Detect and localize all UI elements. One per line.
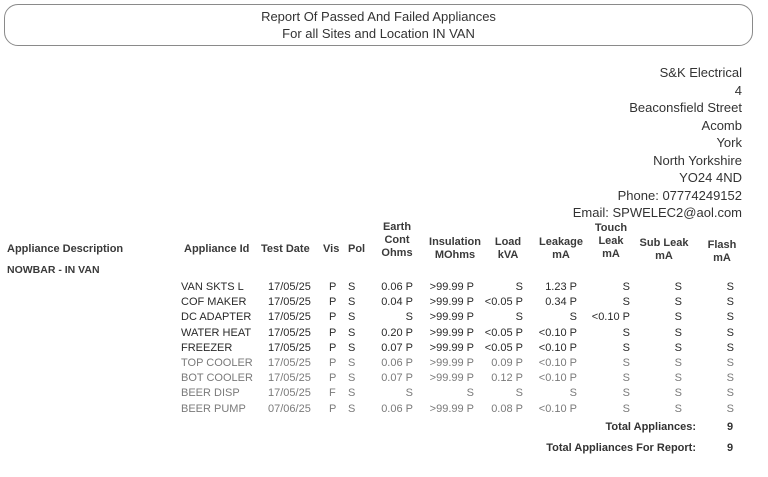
- cell-leakage: <0.10 P: [538, 372, 577, 385]
- cell-test-date: 17/05/25: [268, 296, 311, 309]
- table-row: [0, 327, 768, 342]
- cell-vis: P: [329, 281, 337, 293]
- cell-flash: S: [726, 341, 734, 354]
- cell-sub-leak: S: [674, 402, 682, 415]
- col-description: Appliance Description: [7, 243, 124, 255]
- table-row: [0, 372, 768, 387]
- cell-load: 0.09 P: [491, 357, 523, 369]
- total-appliances-label: Total Appliances:: [605, 421, 696, 433]
- cell-touch: <0.10 P: [591, 311, 630, 324]
- cell-earth: 0.06 P: [381, 281, 413, 293]
- cell-insulation: S: [466, 387, 474, 400]
- cell-test-date: 17/05/25: [268, 326, 311, 339]
- cell-sub-leak: S: [674, 311, 682, 324]
- cell-leakage: <0.10 P: [538, 402, 577, 415]
- company-phone: Phone: 07774249152: [617, 187, 742, 203]
- cell-flash: S: [726, 387, 734, 400]
- cell-appliance-id: COF MAKER: [181, 296, 247, 309]
- cell-appliance-id: FREEZER: [181, 341, 233, 354]
- cell-sub-leak: S: [674, 326, 682, 339]
- col-leakage-line2: mA: [552, 249, 570, 261]
- cell-leakage: S: [569, 387, 577, 400]
- col-appliance-id: Appliance Id: [184, 243, 250, 255]
- report-subtitle: For all Sites and Location IN VAN: [282, 26, 475, 41]
- company-city: York: [716, 135, 742, 150]
- cell-pol: S: [348, 281, 356, 293]
- cell-insulation: >99.99 P: [429, 296, 474, 309]
- cell-test-date: 17/05/25: [268, 372, 311, 385]
- col-flash: [701, 239, 743, 265]
- col-earth: [372, 221, 422, 260]
- cell-flash: S: [726, 402, 734, 415]
- cell-touch: S: [622, 296, 630, 309]
- total-report-value: 9: [727, 442, 734, 454]
- cell-earth: 0.20 P: [381, 326, 413, 339]
- cell-vis: P: [329, 296, 337, 309]
- cell-leakage: 0.34 P: [545, 296, 577, 309]
- cell-leakage: S: [569, 311, 577, 324]
- cell-test-date: 17/05/25: [268, 357, 311, 369]
- cell-insulation: >99.99 P: [429, 357, 474, 369]
- cell-vis: P: [329, 311, 337, 324]
- total-appliances-value: 9: [727, 421, 734, 433]
- company-area: Acomb: [701, 117, 742, 133]
- cell-appliance-id: TOP COOLER: [181, 357, 253, 369]
- cell-appliance-id: BEER PUMP: [181, 402, 246, 415]
- table-row: [0, 387, 768, 402]
- col-sub-leak: [634, 237, 694, 263]
- cell-earth: S: [405, 387, 413, 400]
- cell-load: S: [515, 311, 523, 324]
- cell-test-date: 17/05/25: [268, 341, 311, 354]
- col-pol: Pol: [348, 243, 366, 255]
- cell-touch: S: [622, 402, 630, 415]
- col-sub-line1: Sub Leak: [639, 237, 689, 249]
- cell-pol: S: [348, 387, 356, 400]
- cell-insulation: >99.99 P: [429, 281, 474, 293]
- col-insulation: [421, 236, 489, 262]
- col-load-line2: kVA: [497, 249, 519, 261]
- cell-sub-leak: S: [674, 357, 682, 369]
- col-touch-line1: Touch: [594, 222, 628, 234]
- cell-earth: 0.07 P: [381, 372, 413, 385]
- cell-flash: S: [726, 281, 734, 293]
- table-row: [0, 311, 768, 326]
- col-sub-line2: mA: [655, 250, 673, 262]
- cell-sub-leak: S: [674, 387, 682, 400]
- cell-leakage: 1.23 P: [545, 281, 577, 293]
- col-flash-line2: mA: [713, 252, 731, 264]
- company-street: Beaconsfield Street: [629, 100, 742, 115]
- company-name: S&K Electrical: [659, 65, 742, 80]
- cell-appliance-id: DC ADAPTER: [181, 311, 252, 324]
- cell-load: 0.08 P: [491, 402, 523, 415]
- cell-flash: S: [726, 311, 734, 324]
- company-address: [573, 64, 742, 222]
- table-row: [0, 403, 768, 418]
- cell-flash: S: [726, 296, 734, 309]
- col-earth-line1: Earth: [382, 221, 412, 233]
- company-email: Email: SPWELEC2@aol.com: [572, 205, 742, 220]
- cell-leakage: <0.10 P: [538, 326, 577, 339]
- cell-load: <0.05 P: [484, 326, 523, 339]
- cell-insulation: >99.99 P: [429, 402, 474, 415]
- cell-leakage: <0.10 P: [538, 341, 577, 354]
- col-vis: Vis: [323, 243, 340, 255]
- cell-touch: S: [622, 357, 630, 369]
- cell-sub-leak: S: [674, 341, 682, 354]
- cell-vis: P: [329, 402, 337, 415]
- table-row: [0, 342, 768, 357]
- report-title: Report Of Passed And Failed Appliances: [261, 9, 496, 24]
- cell-flash: S: [726, 326, 734, 339]
- cell-insulation: >99.99 P: [429, 326, 474, 339]
- cell-vis: P: [329, 341, 337, 354]
- cell-load: 0.12 P: [491, 372, 523, 385]
- cell-flash: S: [726, 372, 734, 385]
- cell-insulation: >99.99 P: [429, 341, 474, 354]
- col-touch-line2: Leak: [598, 235, 624, 247]
- cell-earth: 0.06 P: [381, 402, 413, 415]
- col-flash-line1: Flash: [707, 239, 737, 251]
- col-leakage-line1: Leakage: [538, 236, 584, 248]
- cell-earth: 0.04 P: [381, 296, 413, 309]
- cell-load: S: [515, 281, 523, 293]
- cell-load: <0.05 P: [484, 296, 523, 309]
- company-county: North Yorkshire: [653, 152, 742, 168]
- col-insulation-line2: MOhms: [434, 249, 476, 261]
- cell-pol: S: [348, 357, 356, 369]
- cell-earth: 0.06 P: [381, 357, 413, 369]
- cell-vis: P: [329, 372, 337, 385]
- cell-test-date: 07/06/25: [268, 402, 311, 415]
- cell-pol: S: [348, 311, 356, 324]
- company-number: 4: [734, 82, 742, 98]
- col-test-date: Test Date: [261, 243, 310, 255]
- cell-test-date: 17/05/25: [268, 387, 311, 400]
- table-row: [0, 296, 768, 311]
- cell-vis: P: [329, 326, 337, 339]
- cell-pol: S: [348, 341, 356, 354]
- cell-pol: S: [348, 402, 356, 415]
- cell-appliance-id: BEER DISP: [181, 387, 240, 400]
- cell-touch: S: [622, 281, 630, 293]
- col-leakage: [532, 236, 590, 262]
- col-earth-line2: Cont: [384, 234, 410, 246]
- total-report-label: Total Appliances For Report:: [546, 442, 696, 454]
- report-title-box: [4, 4, 753, 46]
- cell-vis: P: [329, 357, 337, 369]
- cell-pol: S: [348, 372, 356, 385]
- table-row: [0, 281, 768, 296]
- cell-sub-leak: S: [674, 281, 682, 293]
- cell-test-date: 17/05/25: [268, 311, 311, 324]
- cell-touch: S: [622, 372, 630, 385]
- cell-pol: S: [348, 296, 356, 309]
- cell-sub-leak: S: [674, 296, 682, 309]
- cell-touch: S: [622, 387, 630, 400]
- cell-insulation: >99.99 P: [429, 372, 474, 385]
- cell-appliance-id: VAN SKTS L: [181, 281, 244, 293]
- col-load: [488, 236, 528, 262]
- col-touch: [589, 222, 633, 261]
- cell-load: S: [515, 387, 523, 400]
- cell-leakage: <0.10 P: [538, 357, 577, 369]
- cell-appliance-id: BOT COOLER: [181, 372, 253, 385]
- cell-insulation: >99.99 P: [429, 311, 474, 324]
- cell-test-date: 17/05/25: [268, 281, 311, 293]
- section-location: NOWBAR - IN VAN: [7, 264, 100, 276]
- col-touch-line3: mA: [602, 248, 620, 260]
- cell-touch: S: [622, 326, 630, 339]
- table-row: [0, 357, 768, 372]
- col-load-line1: Load: [494, 236, 522, 248]
- cell-touch: S: [622, 341, 630, 354]
- company-postcode: YO24 4ND: [679, 170, 742, 185]
- col-earth-line3: Ohms: [381, 247, 413, 259]
- col-insulation-line1: Insulation: [429, 236, 481, 248]
- cell-vis: F: [329, 387, 336, 400]
- cell-earth: 0.07 P: [381, 341, 413, 354]
- cell-flash: S: [726, 357, 734, 369]
- cell-appliance-id: WATER HEAT: [181, 326, 252, 339]
- cell-earth: S: [405, 311, 413, 324]
- cell-load: <0.05 P: [484, 341, 523, 354]
- cell-pol: S: [348, 326, 356, 339]
- cell-sub-leak: S: [674, 372, 682, 385]
